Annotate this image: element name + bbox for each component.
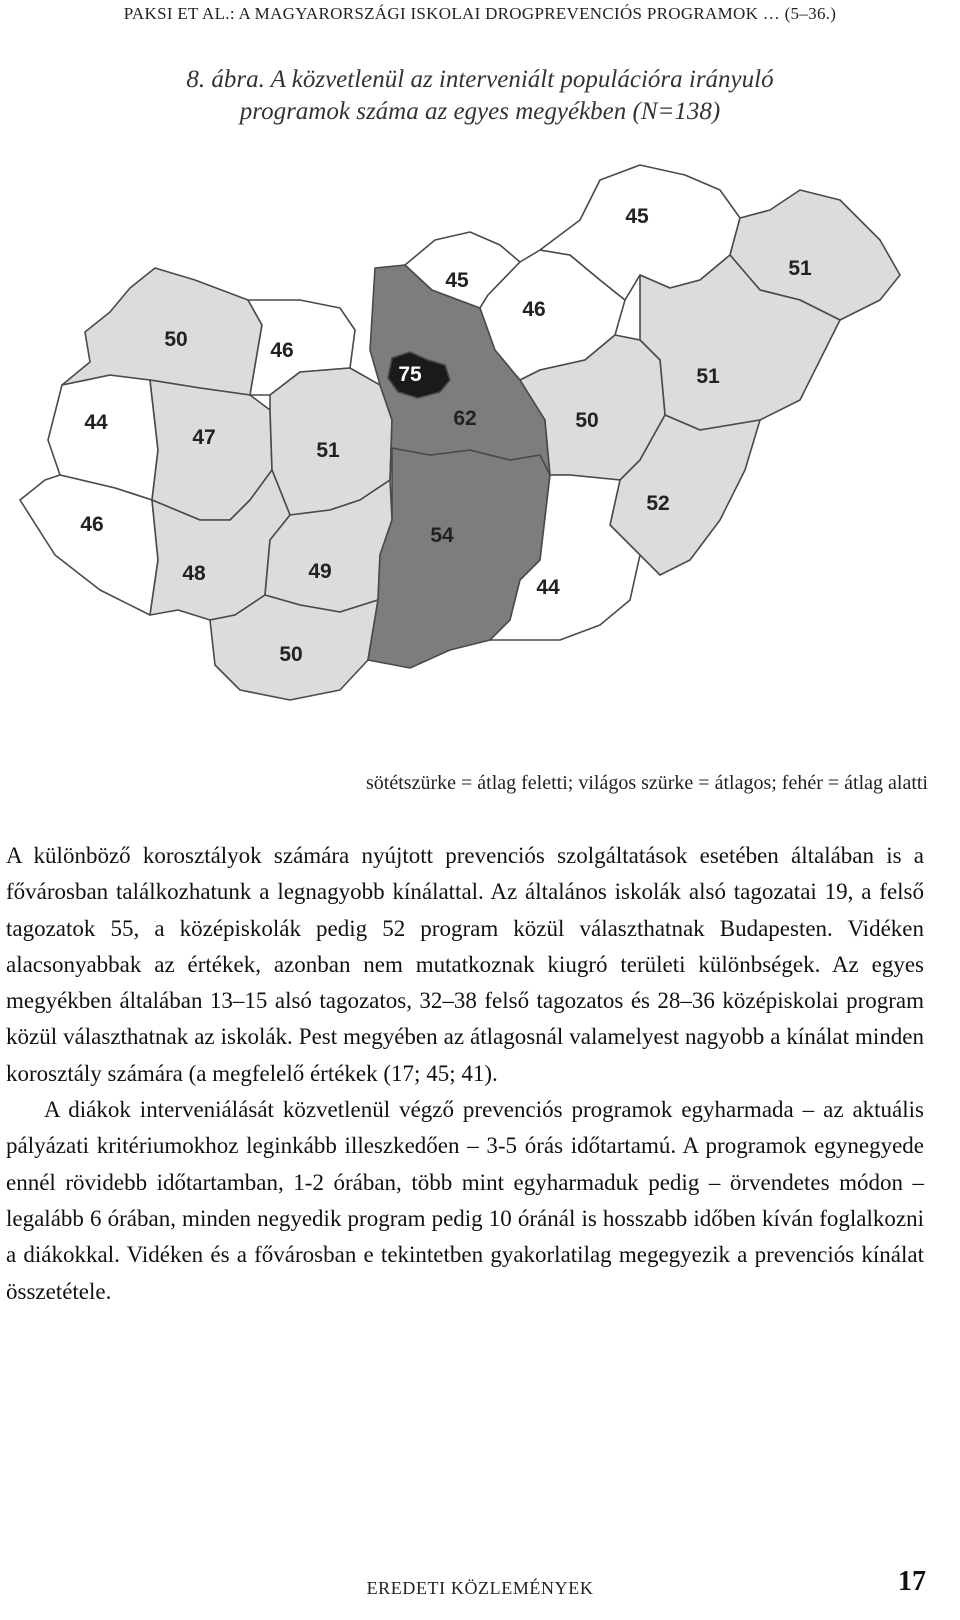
label-tolna: 49 — [308, 560, 332, 583]
body-text — [6, 838, 924, 1310]
label-fejer: 51 — [316, 439, 340, 462]
label-bekes: 52 — [646, 492, 670, 515]
county-gyor — [62, 268, 262, 395]
label-pest: 62 — [453, 407, 477, 430]
county-map — [0, 150, 960, 760]
label-budapest: 75 — [398, 363, 422, 386]
label-baranya: 50 — [279, 643, 303, 666]
label-gyor: 50 — [164, 328, 188, 351]
label-borsod: 45 — [625, 205, 649, 228]
figure-caption — [0, 64, 960, 128]
county-zala — [20, 475, 158, 615]
label-hajdu: 51 — [696, 365, 720, 388]
paragraph-2: A diákok interveniálását közvetlenül végző prevenciós programok egyharmada – az aktuális pályázati kritériumokhoz leginkább illeszkedően – 3-5 órás időtartamú. A programok egynegyede ennél rövidebb időtartamban, 1-2 órában, több mint egyharmaduk pedig – örvendetes módon – legalább 6 órában, minden negyedik program pedig 10 óránál is hosszabb időben kíván foglalkozni a diákokkal. Vidéken és a fővárosban e tekintetben gyakorlatilag megegyezik a prevenciós kínálat összetétele. — [6, 1097, 924, 1304]
label-szabolcs: 51 — [788, 257, 812, 280]
footer-section-label: EREDETI KÖZLEMÉNYEK — [366, 1578, 594, 1598]
label-heves: 46 — [522, 298, 546, 321]
label-somogy: 48 — [182, 562, 206, 585]
label-csongrad: 44 — [536, 576, 560, 599]
map-legend: sötétszürke = átlag feletti; világos szürke = átlagos; fehér = átlag alatti — [366, 772, 928, 794]
running-header: PAKSI ET AL.: A MAGYARORSZÁGI ISKOLAI DROGPREVENCIÓS PROGRAMOK … (5–36.) — [123, 4, 837, 23]
label-szolnok: 50 — [575, 409, 599, 432]
label-bacs: 54 — [430, 524, 454, 547]
label-veszprem: 47 — [192, 426, 216, 449]
figure-caption-line-2: programok száma az egyes megyékben (N=138) — [239, 98, 721, 125]
label-zala: 46 — [80, 513, 104, 536]
page-number: 17 — [898, 1566, 926, 1597]
label-vas: 44 — [84, 411, 108, 434]
label-komarom: 46 — [270, 339, 294, 362]
label-nograd: 45 — [445, 269, 469, 292]
paragraph-1: A különböző korosztályok számára nyújtott prevenciós szolgáltatások esetében általában is a fővárosban találkozhatunk a legnagyobb kínálattal. Az általános iskolák alsó tagozatai 19, a felső tagozatok 55, a középiskolák pedig 52 program közül választhatnak Budapesten. Vidéken alacsonyabbak az értékek, azonban nem mutatkoznak kiugró területi különbségek. Az egyes megyékben általában 13–15 alsó tagozatos, 32–38 felső tagozatos és 28–36 középiskolai program közül választhatnak az iskolák. Pest megyében az átlagosnál valamelyest nagyobb a kínálat minden korosztály számára (a megfelelő értékek (17; 45; 41). — [6, 843, 924, 1086]
figure-caption-line-1: 8. ábra. A közvetlenül az interveniált populációra irányuló — [186, 66, 774, 93]
